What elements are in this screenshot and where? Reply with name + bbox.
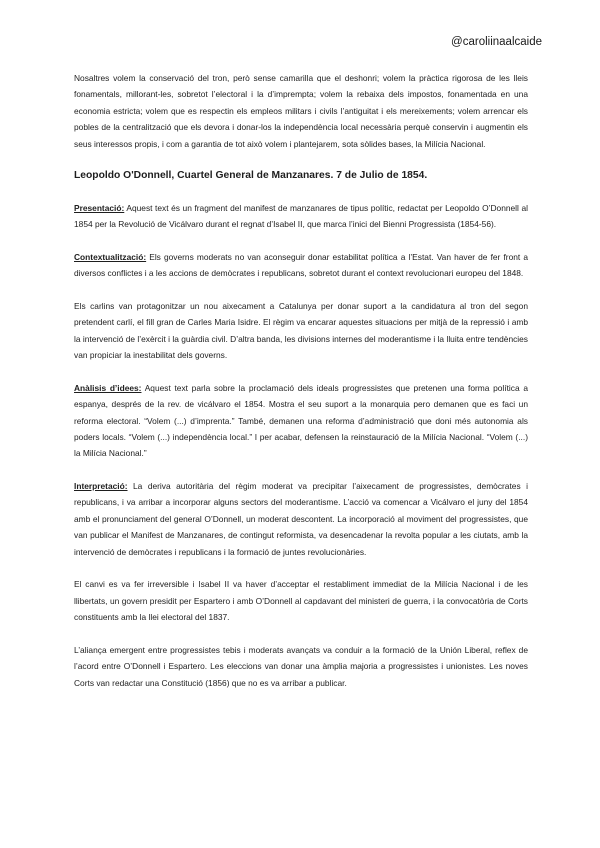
author-handle: @caroliinaalcaide [451, 36, 542, 48]
section-presentacio [74, 200, 528, 233]
section-label: Interpretació: [74, 481, 128, 492]
section-label: Presentació: [74, 203, 125, 214]
section-analisis [74, 380, 528, 462]
section-text: El canvi es va fer irreversible i Isabel II va haver d’acceptar el restabliment immediat de la Milícia Nacional i de les llibertats, un govern presidit per Espartero i amb O’Donnell al capdavant del ministeri de guerra, i la convocatòria de Corts constituents amb la llei electoral del 1837. [74, 579, 528, 623]
section-label: Contextualització: [74, 252, 147, 263]
section-alianca [74, 642, 528, 691]
section-text: Aquest text és un fragment del manifest de manzanares de tipus polític, redactat per Leopoldo O’Donnell al 1854 per la Revolució de Vicálvaro durant el regnat d’Isabel II, que marca l’inici del Bienni Progressista (1854-56). [74, 203, 528, 230]
section-interpretacio [74, 478, 528, 560]
section-text: La deriva autoritària del règim moderat va precipitar l’aixecament de progressistes, demòcrates i republicans, i va arribar a incorporar alguns sectors del moderantisme. L’acció va comencar a Vicálvaro el juny del 1854 amb el pronunciament del general O’Donnell, un moderat descontent. La incorporació al moviment del progressistes, que van publicar el Manifest de Manzanares, de contingut reformista, va desencadenar la revolta popular a les ciutats, amb la intervenció de demòcrates i republicans i la formació de juntes revolucionàries. [74, 481, 528, 557]
manifesto-quote: Nosaltres volem la conservació del tron, però sense camarilla que el deshonri; volem la pràctica rigorosa de les lleis fonamentals, millorant-les, sobretot l’electoral i la d’imprempta; volem la rebaixa dels impostos, fonamentada en una economia estricta; volem que es respectin els empleos militars i civils l’antiguitat i els mereixements; volem arrencar els pobles de la centralització que els devora i donar-los la independència local necessària perquè conservin i augmentin els seus interessos propis, i com a garantia de tot això volem i plantejarem, sota sòlides bases, la Milícia Nacional. [74, 73, 528, 149]
section-carlins [74, 298, 528, 364]
section-contextualitzacio [74, 249, 528, 282]
section-text: Els carlins van protagonitzar un nou aixecament a Catalunya per donar suport a la candidatura al tron del segon pretendent carlí, el fill gran de Carles Maria Isidre. El règim va encarar aquestes situacions per mitjà de la repressió i amb la intervenció de l’exèrcit i la guàrdia civil. D’altra banda, les divisions internes del moderantisme i la lluita entre tendències van propiciar la inestabilitat dels governs. [74, 301, 528, 361]
document-title: Leopoldo O'Donnell, Cuartel General de Manzanares. 7 de Julio de 1854. [74, 170, 428, 182]
section-text: Aquest text parla sobre la proclamació dels ideals progressistes que pretenen una forma política a espanya, després de la rev. de vicálvaro el 1854. Mostra el seu suport a la monarquia pero demanen que es faci un reforma electoral. “Volem (...) d’imprenta.” També, demanen una reforma d’administració que doni més autonomia als poders locals. “Volem (...) independència local.” I per acabar, defensen la reinstauració de la Milícia Nacional. “Volem (...) la Milícia Nacional.” [74, 382, 528, 459]
document-body [74, 70, 528, 707]
section-label: Anàlisis d’idees: [74, 382, 142, 393]
section-canvi [74, 576, 528, 625]
section-text: L’aliança emergent entre progressistes tebis i moderats avançats va conduir a la formació de la Unión Liberal, reflex de l’acord entre O’Donnell i Espartero. Les eleccions van donar una àmplia majoria a progressistes i unionistes. Les noves Corts van redactar una Constitució (1856) que no es va arribar a publicar. [74, 644, 528, 688]
section-text: Els governs moderats no van aconseguir donar estabilitat política a l’Estat. Van haver de fer front a diversos conflictes i a les accions de demòcrates i republicans, sobretot durant el context revolucionari europeu del 1848. [74, 252, 528, 279]
